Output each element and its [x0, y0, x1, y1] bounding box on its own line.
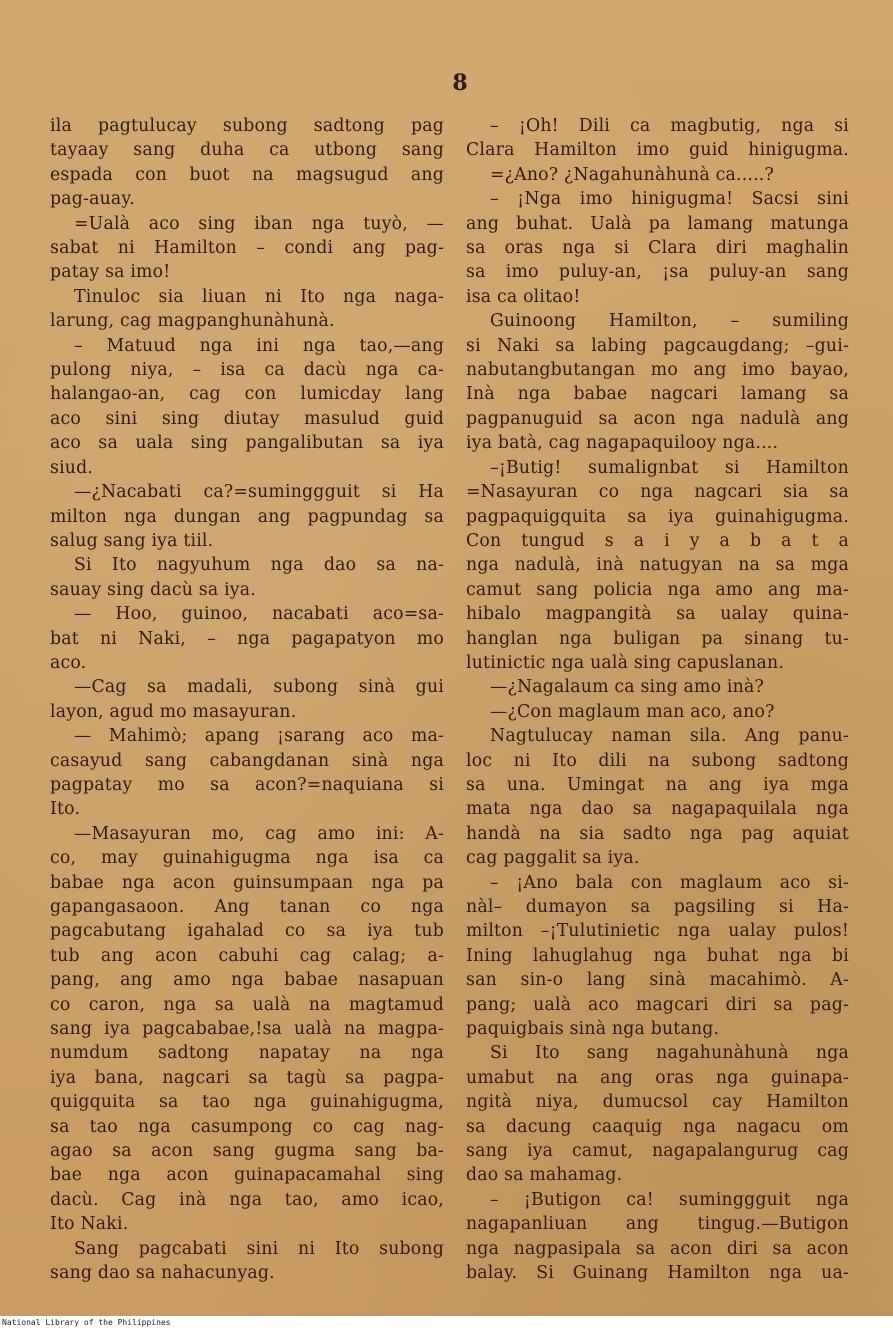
text-line: aco sa uala sing pangalibutan sa iya [50, 433, 444, 454]
text-line: dao sa mahamag. [466, 1165, 623, 1186]
text-line: sa tao nga casumpong co cag nag- [50, 1116, 444, 1137]
text-line: nabutangbutangan mo ang imo bayao, [466, 360, 849, 381]
text-line: pag-auay. [50, 189, 135, 210]
text-line: – ¡Butigon ca! suminggguit nga [490, 1189, 849, 1210]
text-line: — Mahimò; apang ¡sarang aco ma- [74, 726, 444, 747]
text-line: camut sang policia nga amo ang ma- [466, 579, 849, 600]
text-line: ngità niya, dumucsol cay Hamilton [466, 1092, 849, 1113]
text-line: gapangasaoon. Ang tanan co nga [50, 897, 444, 917]
text-line: babae nga acon guinsumpaan nga pa [50, 872, 444, 893]
text-line: Clara Hamilton imo guid hinigugma. [466, 140, 849, 161]
text-line: sa una. Umingat na ang iya mga [466, 774, 849, 795]
text-line: – ¡Oh! Dili ca magbutig, nga si [490, 116, 849, 136]
text-line: siud. [50, 457, 94, 478]
text-line: salug sang iya tiil. [50, 530, 214, 551]
text-line: pagpaquigquita sa iya guinahigugma. [466, 506, 849, 527]
text-line: loc ni Ito dili na subong sadtong [466, 750, 849, 771]
text-line: — Hoo, guinoo, nacabati aco=sa- [74, 604, 444, 625]
text-line: ila pagtulucay subong sadtong pag [50, 116, 444, 136]
text-line: aco sini sing diutay masulud guid [50, 408, 444, 429]
text-line: pang; ualà aco magcari diri sa pag- [466, 994, 849, 1015]
text-line: – ¡Ano bala con maglaum aco si- [490, 872, 849, 893]
text-line: sabat ni Hamilton – condi ang pag- [50, 238, 444, 259]
text-line: hanglan nga buligan pa sinang tu- [466, 628, 849, 649]
text-line: iya batà, cag nagapaquilooy nga.... [466, 433, 779, 454]
text-line: cag paggalit sa iya. [466, 848, 640, 869]
text-line: Ito Naki. [50, 1214, 129, 1235]
text-line: co, may guinahigugma nga isa ca [50, 848, 444, 869]
text-line: ang buhat. Ualà pa lamang matunga [466, 213, 849, 234]
text-line: sa dacung caaquig nga nagacu om [466, 1116, 849, 1137]
text-line: sa oras nga si Clara diri maghalin [466, 238, 849, 259]
text-line: umabut na ang oras nga guinapa- [466, 1067, 849, 1088]
text-line: pagpanuguid sa acon nga nadulà ang [466, 408, 849, 429]
text-line: nga nagpasipala sa acon diri sa acon [466, 1238, 849, 1259]
text-line: numdum sadtong napatay na nga [50, 1043, 444, 1064]
text-line: – Matuud nga ini nga tao,—ang [74, 335, 444, 356]
text-line: isa ca olitao! [466, 286, 581, 307]
text-line: mata nga dao sa nagapaquilala nga [466, 799, 849, 820]
text-line: nga nadulà, inà natugyan na sa mga [466, 555, 849, 576]
text-line: =¿Ano? ¿Nagahunàhunà ca.....? [490, 164, 774, 185]
text-line: milton nga dungan ang pagpundag sa [50, 506, 444, 527]
text-line: —¿Nagalaum ca sing amo inà? [490, 677, 764, 698]
text-line: paquigbais sinà nga butang. [466, 1019, 720, 1040]
text-line: sa imo puluy-an, ¡sa puluy-an sang [466, 262, 849, 283]
text-line: tayaay sang duha ca utbong sang [50, 140, 444, 161]
text-line: pulong niya, – isa ca dacù nga ca- [50, 360, 444, 381]
text-line: —Masayuran mo, cag amo ini: A- [74, 823, 444, 844]
text-line: Tinuloc sia liuan ni Ito nga naga- [74, 286, 444, 307]
text-line: —¿Nacabati ca?=suminggguit si Ha [74, 482, 444, 503]
text-line: —Cag sa madali, subong sinà gui [74, 677, 444, 698]
text-line: hibalo magpangità sa ualay quina- [466, 604, 849, 625]
text-line: =Nasayuran co nga nagcari sia sa [466, 482, 849, 503]
library-credit: National Library of the Philippines [2, 1318, 171, 1327]
text-line: sang dao sa nahacunyag. [50, 1263, 275, 1284]
text-line: =Ualà aco sing iban nga tuyò, — [74, 213, 444, 234]
left-text-column [50, 114, 444, 1286]
text-line: lutinictic nga ualà sing capuslanan. [466, 652, 785, 673]
text-line: bat ni Naki, – nga pagapatyon mo [50, 628, 444, 649]
text-line: iya bana, nagcari sa tagù sa pagpa- [50, 1067, 444, 1088]
text-line: tub ang acon cabuhi cag calag; a- [50, 945, 444, 966]
text-line: pagpatay mo sa acon?=naquiana si [50, 774, 444, 795]
page-number: 8 [452, 70, 468, 96]
text-line: Si Ito nagyuhum nga dao sa na- [74, 555, 444, 576]
text-line: handà na sia sadto nga pag aquiat [466, 823, 849, 844]
text-line: sang iya pagcababae,!sa ualà na magpa- [50, 1019, 444, 1040]
text-line: casayud sang cabangdanan sinà nga [50, 750, 444, 771]
text-line: halangao-an, cag con lumicday lang [50, 384, 444, 405]
text-line: pagcabutang igahalad co sa iya tub [50, 921, 444, 942]
text-line: si Naki sa labing pagcaugdang; –gui- [466, 335, 849, 356]
text-line: pang, ang amo nga babae nasapuan [50, 970, 444, 991]
text-line: Nagtulucay naman sila. Ang panu- [490, 726, 849, 747]
text-line: espada con buot na magsugud ang [50, 164, 444, 185]
text-line: Sang pagcabati sini ni Ito subong [74, 1238, 444, 1259]
right-text-column [466, 114, 849, 1286]
text-line: Inà nga babae nagcari lamang sa [466, 384, 849, 405]
text-line: – ¡Nga imo hinigugma! Sacsi sini [490, 189, 849, 210]
text-line: larung, cag magpanghunàhunà. [50, 311, 335, 332]
text-line: nagapanliuan ang tingug.—Butigon [466, 1214, 849, 1235]
text-line: quigquita sa tao nga guinahigugma, [50, 1092, 444, 1113]
text-line: milton –¡Tulutinietic nga ualay pulos! [466, 921, 849, 942]
text-line: co caron, nga sa ualà na magtamud [50, 994, 444, 1015]
text-line: aco. [50, 652, 87, 673]
text-line: sauay sing dacù sa iya. [50, 579, 256, 600]
text-line: Guinoong Hamilton, – sumiling [490, 311, 849, 332]
text-line: san sin-o lang sinà macahimò. A- [466, 970, 849, 991]
text-line: Con tungud s a i y a b a t a [466, 530, 849, 551]
text-line: –¡Butig! sumalignbat si Hamilton [490, 457, 849, 478]
text-line: nàl– dumayon sa pagsiling si Ha- [466, 897, 849, 917]
text-line: balay. Si Guinang Hamilton nga ua- [466, 1263, 849, 1284]
text-line: sang iya camut, nagapalangurug cag [466, 1141, 849, 1162]
text-line: Ito. [50, 799, 81, 820]
text-line: Ining lahuglahug nga buhat nga bi [466, 945, 849, 966]
text-line: Si Ito sang nagahunàhunà nga [490, 1043, 849, 1064]
text-line: layon, agud mo masayuran. [50, 701, 297, 722]
text-line: —¿Con maglaum man aco, ano? [490, 701, 775, 722]
text-line: patay sa imo! [50, 262, 171, 283]
text-line: dacù. Cag inà nga tao, amo icao, [50, 1189, 444, 1210]
text-line: agao sa acon sang gugma sang ba- [50, 1141, 444, 1162]
text-line: bae nga acon guinapacamahal sing [50, 1165, 444, 1186]
